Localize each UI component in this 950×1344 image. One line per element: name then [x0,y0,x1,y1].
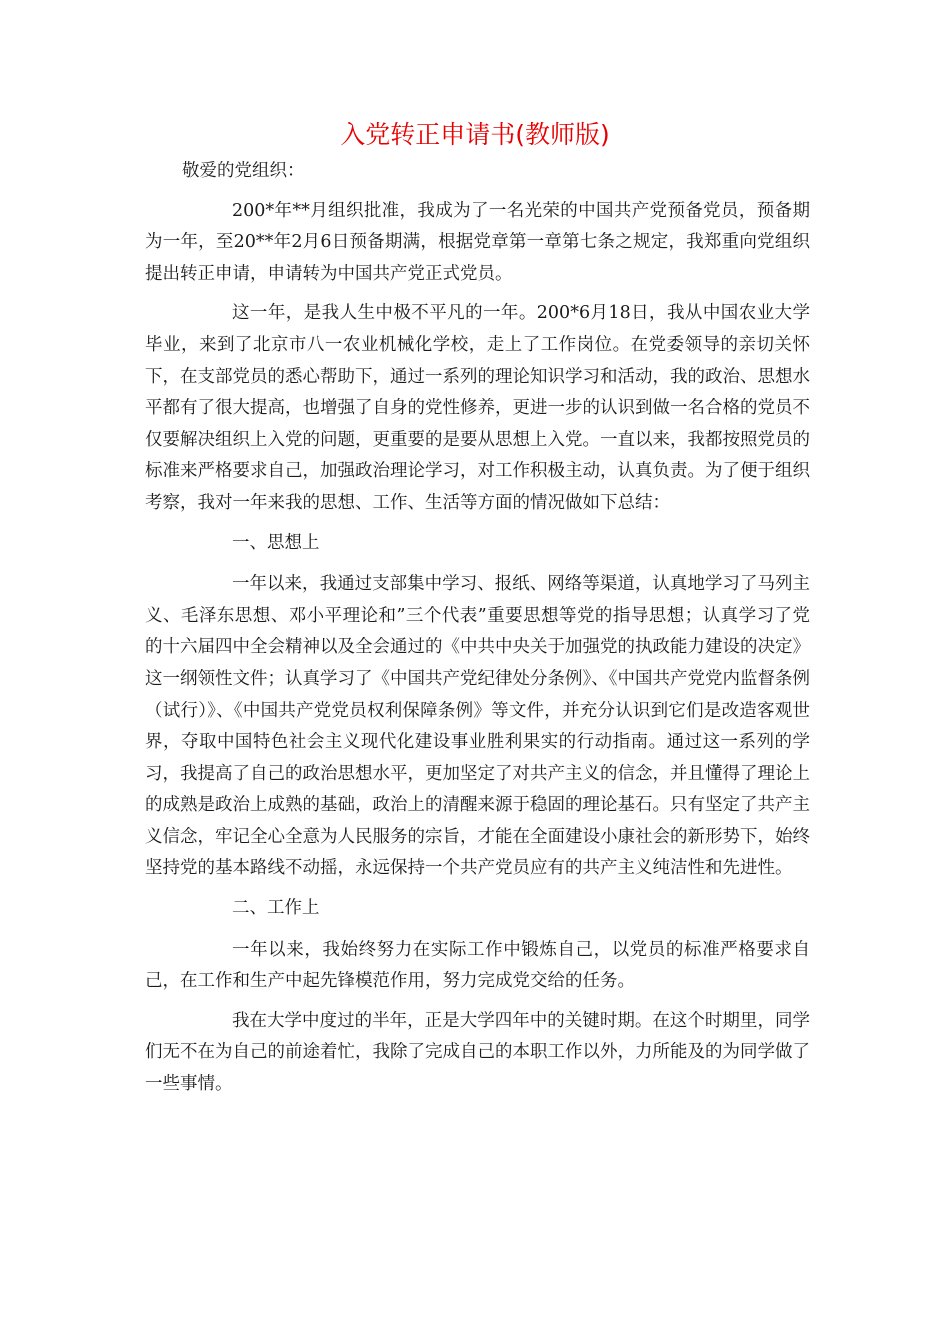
document-body [145,156,810,1109]
salutation: 敬爱的党组织： [182,161,305,181]
paragraph-year-summary: 这一年，是我人生中极不平凡的一年。200*6月18日，我从中国农业大学毕业，来到了北京市八一农业机械化学校，走上了工作岗位。在党委领导的亲切关怀下，在支部党员的悉心帮助下，通过一系列的理论知识学习和活动，我的政治、思想水平都有了很大提高，也增强了自身的党性修养，更进一步的认识到做一名合格的党员不仅要解决组织上入党的问题，更重要的是要从思想上入党。一直以来，我都按照党员的标准来严格要求自己，加强政治理论学习，对工作积极主动，认真负责。为了便于组织考察，我对一年来我的思想、工作、生活等方面的情况做如下总结： [145,303,810,513]
paragraph-work-1: 一年以来，我始终努力在实际工作中锻炼自己，以党员的标准严格要求自己，在工作和生产中起先锋模范作用，努力完成党交给的任务。 [145,939,810,992]
paragraph-intro: 200*年**月组织批准，我成为了一名光荣的中国共产党预备党员，预备期为一年，至20**年2月6日预备期满，根据党章第一章第七条之规定，我郑重向党组织提出转正申请，申请转为中国共产党正式党员。 [145,200,810,284]
paragraph-thought: 一年以来，我通过支部集中学习、报纸、网络等渠道，认真地学习了马列主义、毛泽东思想、邓小平理论和”三个代表”重要思想等党的指导思想；认真学习了党的十六届四中全会精神以及全会通过的《中共中央关于加强党的执政能力建设的决定》这一纲领性文件；认真学习了《中国共产党纪律处分条例》、《中国共产党党内监督条例（试行）》、《中国共产党党员权利保障条例》等文件，并充分认识到它们是改造客观世界，夺取中国特色社会主义现代化建设事业胜利果实的行动指南。通过这一系列的学习，我提高了自己的政治思想水平，更加坚定了对共产主义的信念，并且懂得了理论上的成熟是政治上成熟的基础，政治上的清醒来源于稳固的理论基石。只有坚定了共产主义信念，牢记全心全意为人民服务的宗旨，才能在全面建设小康社会的新形势下，始终坚持党的基本路线不动摇，永远保持一个共产党员应有的共产主义纯洁性和先进性。 [145,574,810,879]
section-heading-thought: 一、思想上 [232,532,320,553]
section-heading-work: 二、工作上 [232,898,320,919]
paragraph-work-2: 我在大学中度过的半年，正是大学四年中的关键时期。在这个时期里，同学们无不在为自己的前途着忙，我除了完成自己的本职工作以外，力所能及的为同学做了一些事情。 [145,1010,810,1095]
document-title: 入党转正申请书(教师版) [340,120,610,149]
